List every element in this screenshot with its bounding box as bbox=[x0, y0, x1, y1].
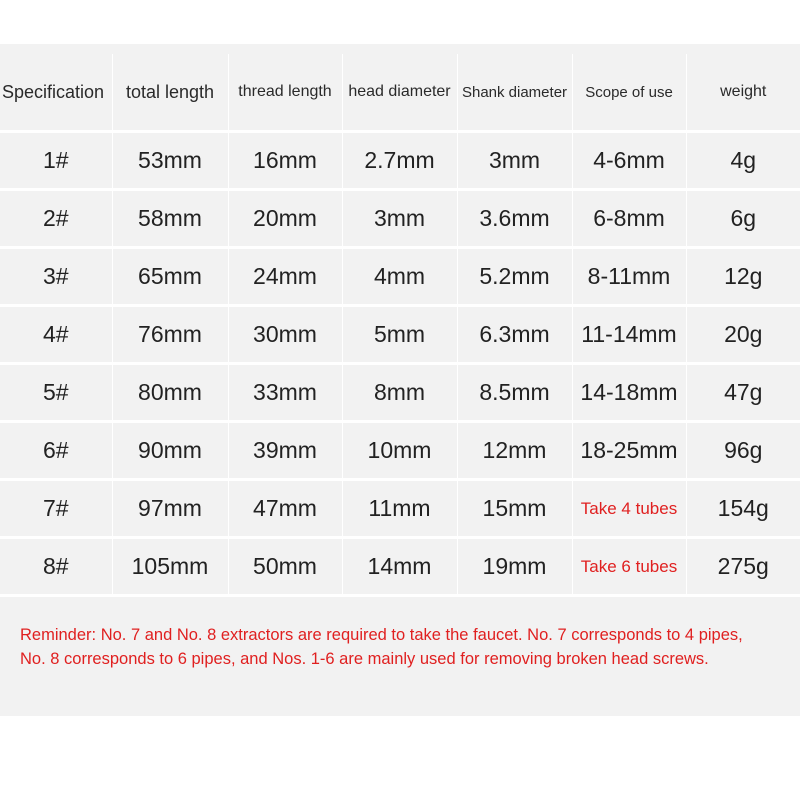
table-row bbox=[0, 364, 800, 422]
cell-thread-length: 24mm bbox=[228, 248, 342, 306]
header-row bbox=[0, 54, 800, 132]
cell-total-length: 65mm bbox=[112, 248, 228, 306]
cell-thread-length: 47mm bbox=[228, 480, 342, 538]
reminder-note: Reminder: No. 7 and No. 8 extractors are required to take the faucet. No. 7 corresponds to 4 pipes, No. 8 corresponds to 6 pipes, and Nos. 1-6 are mainly used for removing broken head screws. bbox=[20, 626, 743, 668]
cell-scope-of-use: 11-14mm bbox=[572, 306, 686, 364]
cell-total-length: 105mm bbox=[112, 538, 228, 596]
cell-weight: 6g bbox=[686, 190, 800, 248]
cell-head-diameter: 10mm bbox=[342, 422, 457, 480]
cell-weight: 4g bbox=[686, 132, 800, 190]
cell-head-diameter: 5mm bbox=[342, 306, 457, 364]
header-shank-diameter: Shank diameter bbox=[457, 54, 572, 132]
cell-thread-length: 50mm bbox=[228, 538, 342, 596]
cell-specification: 3# bbox=[0, 248, 112, 306]
table-row bbox=[0, 248, 800, 306]
cell-weight: 20g bbox=[686, 306, 800, 364]
header-total-length: total length bbox=[112, 54, 228, 132]
cell-thread-length: 39mm bbox=[228, 422, 342, 480]
table-row bbox=[0, 422, 800, 480]
table-row bbox=[0, 306, 800, 364]
table-row bbox=[0, 538, 800, 596]
spec-table bbox=[0, 54, 800, 597]
cell-thread-length: 16mm bbox=[228, 132, 342, 190]
header-head-diameter: head diameter bbox=[342, 54, 457, 132]
cell-shank-diameter: 8.5mm bbox=[457, 364, 572, 422]
cell-weight: 47g bbox=[686, 364, 800, 422]
cell-shank-diameter: 15mm bbox=[457, 480, 572, 538]
cell-head-diameter: 14mm bbox=[342, 538, 457, 596]
header-scope-of-use: Scope of use bbox=[572, 54, 686, 132]
cell-scope-of-use: 6-8mm bbox=[572, 190, 686, 248]
cell-total-length: 90mm bbox=[112, 422, 228, 480]
cell-total-length: 53mm bbox=[112, 132, 228, 190]
cell-specification: 4# bbox=[0, 306, 112, 364]
cell-total-length: 97mm bbox=[112, 480, 228, 538]
cell-head-diameter: 11mm bbox=[342, 480, 457, 538]
header-specification: Specification bbox=[0, 54, 112, 132]
cell-specification: 2# bbox=[0, 190, 112, 248]
cell-scope-of-use: Take 4 tubes bbox=[572, 480, 686, 538]
cell-thread-length: 33mm bbox=[228, 364, 342, 422]
table-row bbox=[0, 480, 800, 538]
cell-shank-diameter: 19mm bbox=[457, 538, 572, 596]
cell-specification: 5# bbox=[0, 364, 112, 422]
cell-thread-length: 20mm bbox=[228, 190, 342, 248]
cell-specification: 8# bbox=[0, 538, 112, 596]
cell-head-diameter: 4mm bbox=[342, 248, 457, 306]
cell-scope-of-use: 4-6mm bbox=[572, 132, 686, 190]
cell-head-diameter: 2.7mm bbox=[342, 132, 457, 190]
cell-specification: 6# bbox=[0, 422, 112, 480]
spec-panel bbox=[0, 44, 800, 716]
cell-shank-diameter: 12mm bbox=[457, 422, 572, 480]
cell-weight: 12g bbox=[686, 248, 800, 306]
cell-specification: 1# bbox=[0, 132, 112, 190]
cell-thread-length: 30mm bbox=[228, 306, 342, 364]
table-row bbox=[0, 190, 800, 248]
cell-shank-diameter: 3.6mm bbox=[457, 190, 572, 248]
cell-weight: 275g bbox=[686, 538, 800, 596]
header-thread-length: thread length bbox=[228, 54, 342, 132]
cell-shank-diameter: 5.2mm bbox=[457, 248, 572, 306]
cell-scope-of-use: 18-25mm bbox=[572, 422, 686, 480]
header-weight: weight bbox=[686, 54, 800, 132]
cell-scope-of-use: 14-18mm bbox=[572, 364, 686, 422]
cell-total-length: 80mm bbox=[112, 364, 228, 422]
cell-head-diameter: 8mm bbox=[342, 364, 457, 422]
cell-scope-of-use: 8-11mm bbox=[572, 248, 686, 306]
table-row bbox=[0, 132, 800, 190]
table-body bbox=[0, 132, 800, 596]
cell-weight: 96g bbox=[686, 422, 800, 480]
cell-total-length: 76mm bbox=[112, 306, 228, 364]
cell-specification: 7# bbox=[0, 480, 112, 538]
cell-shank-diameter: 6.3mm bbox=[457, 306, 572, 364]
cell-shank-diameter: 3mm bbox=[457, 132, 572, 190]
cell-scope-of-use: Take 6 tubes bbox=[572, 538, 686, 596]
cell-head-diameter: 3mm bbox=[342, 190, 457, 248]
cell-total-length: 58mm bbox=[112, 190, 228, 248]
cell-weight: 154g bbox=[686, 480, 800, 538]
